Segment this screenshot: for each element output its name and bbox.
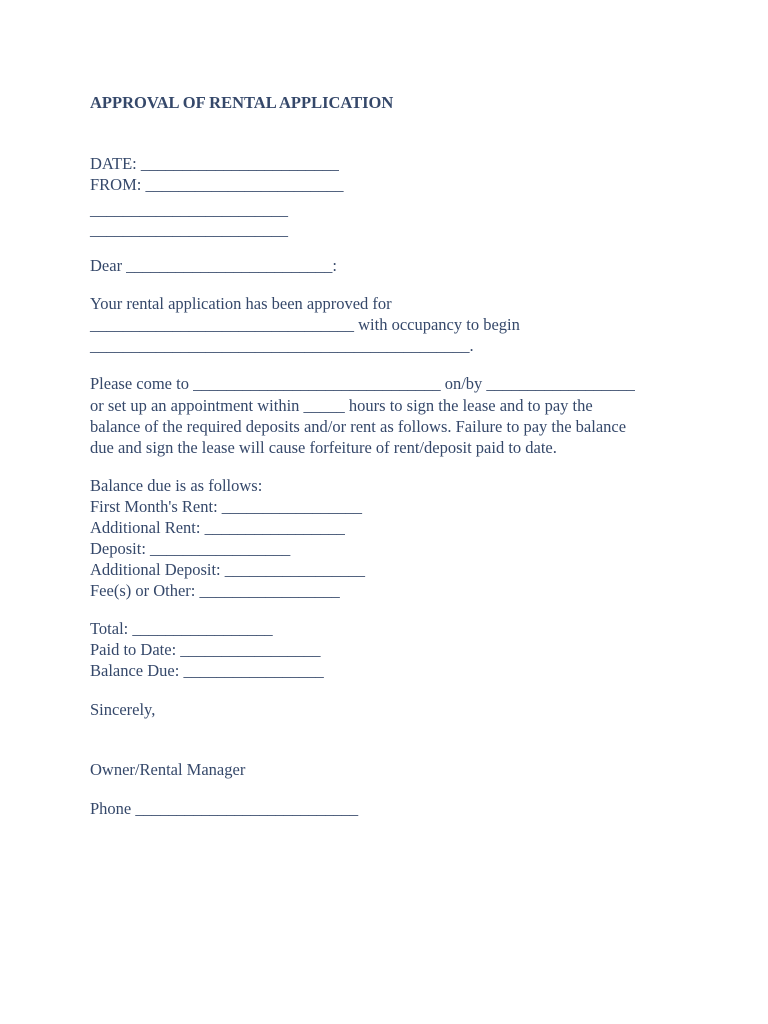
date-field: DATE: ________________________ [90, 154, 339, 173]
balance-item-deposit: Deposit: _________________ [90, 539, 291, 558]
instructions-line-1: Please come to ______________________________ on/by __________________ [90, 374, 635, 393]
address-line-2: ________________________ [90, 220, 288, 239]
signatory: Owner/Rental Manager [90, 760, 246, 779]
closing: Sincerely, [90, 700, 156, 719]
balance-item-first-month-rent: First Month's Rent: _________________ [90, 497, 363, 516]
instructions-line-4: due and sign the lease will cause forfeiture of rent/deposit paid to date. [90, 438, 557, 457]
instructions-line-2: or set up an appointment within _____ hours to sign the lease and to pay the [90, 396, 593, 415]
phone-field: Phone ___________________________ [90, 799, 359, 818]
approval-line-1: Your rental application has been approved for [90, 294, 392, 313]
document-title: APPROVAL OF RENTAL APPLICATION [90, 93, 394, 112]
balance-item-additional-rent: Additional Rent: _________________ [90, 518, 345, 537]
balance-heading: Balance due is as follows: [90, 476, 263, 495]
approval-line-3: ______________________________________________. [90, 336, 474, 355]
from-field: FROM: ________________________ [90, 175, 344, 194]
total-field: Total: _________________ [90, 619, 273, 638]
balance-due-field: Balance Due: _________________ [90, 661, 324, 680]
approval-line-2: ________________________________ with occupancy to begin [90, 315, 520, 334]
balance-item-fees-other: Fee(s) or Other: _________________ [90, 581, 340, 600]
instructions-line-3: balance of the required deposits and/or rent as follows. Failure to pay the balance [90, 417, 627, 436]
address-line-1: ________________________ [90, 200, 288, 219]
paid-to-date-field: Paid to Date: _________________ [90, 640, 321, 659]
balance-item-additional-deposit: Additional Deposit: _________________ [90, 560, 365, 579]
salutation: Dear _________________________: [90, 256, 338, 275]
